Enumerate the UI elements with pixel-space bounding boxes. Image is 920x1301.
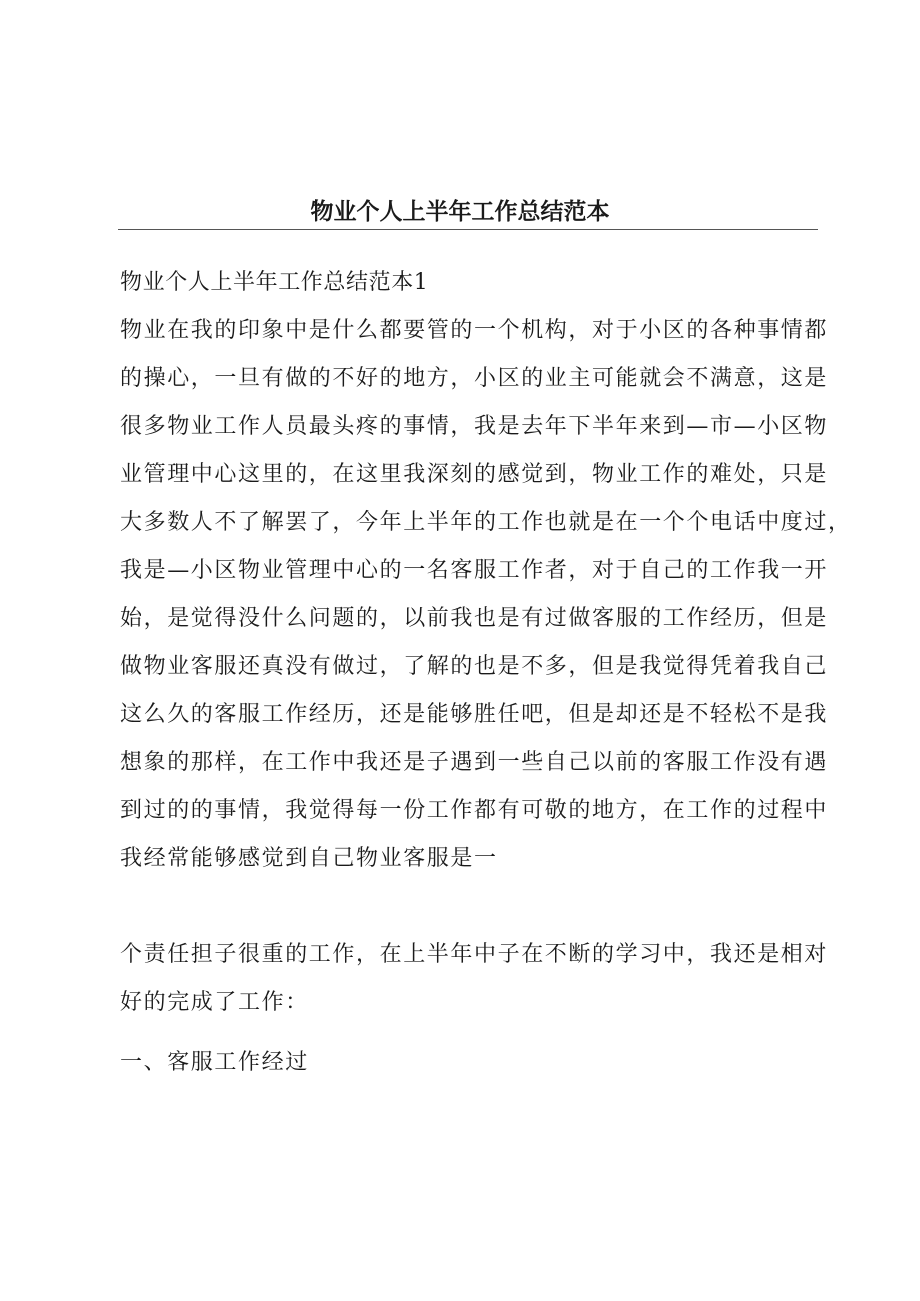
paragraph-line: 想象的那样，在工作中我还是子遇到一些自己以前的客服工作没有遇 <box>120 750 829 775</box>
section-heading: 一、客服工作经过 <box>120 1050 309 1075</box>
paragraph-line: 始，是觉得没什么问题的，以前我也是有过做客服的工作经历，但是 <box>120 606 829 631</box>
page-title: 物业个人上半年工作总结范本 <box>310 199 610 225</box>
paragraph-line: 业管理中心这里的，在这里我深刻的感觉到，物业工作的难处，只是 <box>120 462 829 487</box>
paragraph-line: 好的完成了工作： <box>120 990 309 1015</box>
document-subtitle: 物业个人上半年工作总结范本1 <box>120 270 429 295</box>
paragraph-line: 我是—小区物业管理中心的一名客服工作者，对于自己的工作我一开 <box>120 558 829 583</box>
paragraph-line: 很多物业工作人员最头疼的事情，我是去年下半年来到—市—小区物 <box>120 414 829 439</box>
paragraph-line: 大多数人不了解罢了，今年上半年的工作也就是在一个个电话中度过， <box>120 510 852 535</box>
paragraph-line: 物业在我的印象中是什么都要管的一个机构，对于小区的各种事情都 <box>120 318 829 343</box>
paragraph-line: 个责任担子很重的工作，在上半年中子在不断的学习中，我还是相对 <box>120 942 829 967</box>
paragraph-line: 我经常能够感觉到自己物业客服是一 <box>120 846 498 871</box>
paragraph-line: 这么久的客服工作经历，还是能够胜任吧，但是却还是不轻松不是我 <box>120 702 829 727</box>
paragraph-line: 做物业客服还真没有做过，了解的也是不多，但是我觉得凭着我自己 <box>120 654 829 679</box>
paragraph-line: 到过的的事情，我觉得每一份工作都有可敬的地方，在工作的过程中 <box>120 798 829 823</box>
paragraph-line: 的操心，一旦有做的不好的地方，小区的业主可能就会不满意，这是 <box>120 366 829 391</box>
title-underline <box>118 229 818 230</box>
